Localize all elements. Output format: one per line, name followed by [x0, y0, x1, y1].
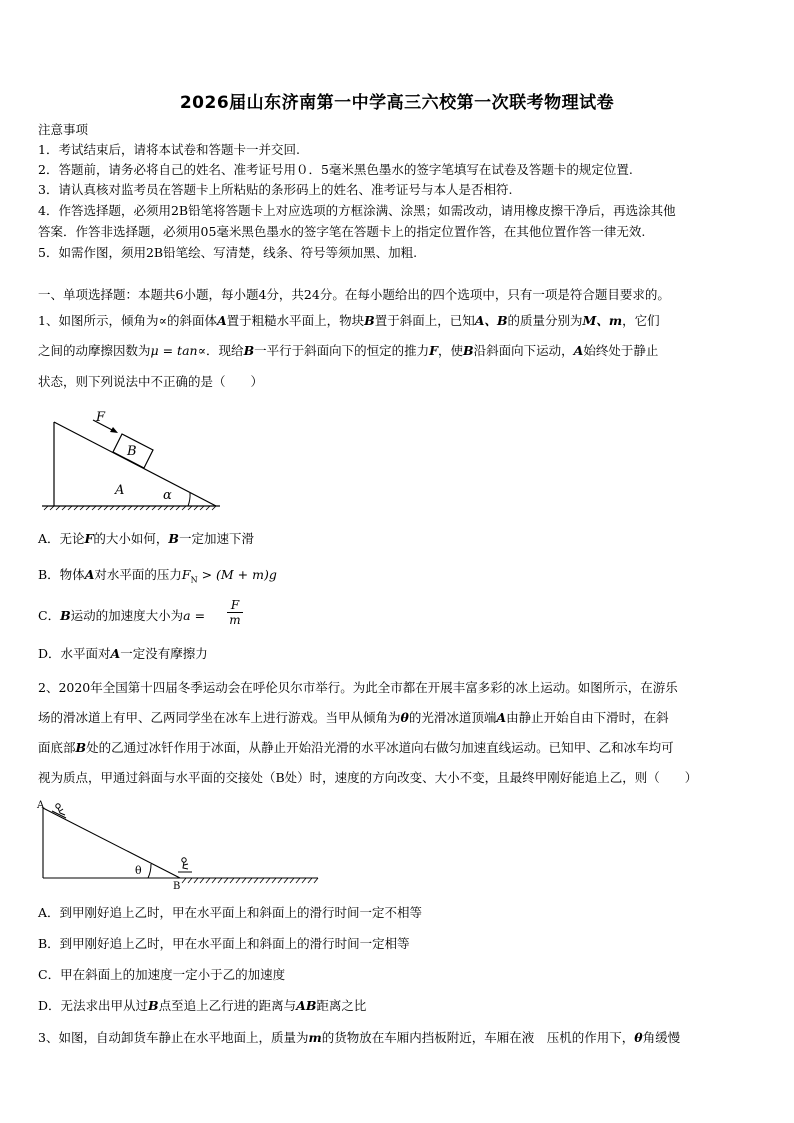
notice-item: 4．作答选择题，必须用2B铅笔将答题卡上对应选项的方框涂满、涂黑；如需改动，请用橡皮擦干净后，再选涂其他	[38, 203, 676, 218]
var-AB: A、B	[474, 313, 508, 328]
q2-stem-line1: 2、2020年全国第十四届冬季运动会在呼伦贝尔市举行。为此全市都在开展丰富多彩的冰上运动。如图所示，在游乐	[38, 680, 678, 695]
notice-item: 2．答题前，请务必将自己的姓名、准考证号用０．5毫米黑色墨水的签字笔填写在试卷及答题卡的规定位置.	[38, 162, 633, 177]
notice-heading: 注意事项	[38, 122, 89, 137]
angle-arc	[188, 493, 190, 506]
text: 一定加速下滑	[179, 531, 255, 546]
text: 沿斜面向下运动，	[473, 343, 574, 358]
var-A: A	[84, 567, 95, 582]
theta-symbol: θ	[634, 1030, 643, 1045]
slope-line	[43, 808, 180, 878]
theta-symbol: θ	[400, 710, 409, 725]
notice-item: 答案．作答非选择题，必须用05毫米黑色墨水的签字笔在答题卡上的指定位置作答，在其他位置作答一律无效.	[38, 224, 646, 239]
sled-person-yi-icon	[178, 858, 192, 872]
text: D．无法求出甲从过	[38, 998, 149, 1013]
text: 之间的动摩擦因数为	[38, 343, 151, 358]
text: 的大小如何，	[93, 531, 169, 546]
text: 的光滑冰道顶端	[408, 710, 497, 725]
var-F: F	[84, 531, 94, 546]
q1-option-D	[38, 646, 758, 662]
friction-formula: μ = tan∝	[150, 343, 207, 358]
text: ．现给	[206, 343, 244, 358]
text: 处的乙通过冰钎作用于冰面，从静止开始沿光滑的水平冰道向右做匀加速直线运动。已知甲、乙和冰车均可	[86, 740, 674, 755]
section-heading: 一、单项选择题：本题共6小题，每小题4分，共24分。在每小题给出的四个选项中，只有一项是符合题目要求的。	[38, 287, 670, 302]
fraction	[227, 598, 243, 627]
text: 置于斜面上，已知	[374, 313, 475, 328]
text: 场的滑冰道上有甲、乙两同学坐在冰车上进行游戏。当甲从倾角为	[38, 710, 401, 725]
text: 的货物放在车厢内挡板附近，车厢在液 压机的作用下，	[321, 1030, 635, 1045]
ground-hatch	[44, 506, 216, 510]
q1-stem-line1	[38, 313, 758, 329]
q1-stem-line2	[38, 343, 758, 359]
text: 3、如图，自动卸货车静止在水平地面上，质量为	[38, 1030, 309, 1045]
label-A: A	[37, 800, 45, 811]
alpha-symbol: ∝	[158, 313, 167, 328]
q1-option-A	[38, 531, 758, 547]
text: 始终处于静止	[583, 343, 659, 358]
q2-option-B: B．到甲刚好追上乙时，甲在水平面上和斜面上的滑行时间一定相等	[38, 936, 410, 951]
notice-item: 1．考试结束后，请将本试卷和答题卡一并交回.	[38, 142, 300, 157]
var-A: A	[216, 313, 227, 328]
q2-option-C: C．甲在斜面上的加速度一定小于乙的加速度	[38, 967, 286, 982]
var-B: B	[75, 740, 87, 755]
notice-item: 3．请认真核对监考员在答题卡上所粘贴的条形码上的姓名、准考证号与本人是否相符.	[38, 182, 513, 197]
text: 对水平面的压力	[94, 567, 182, 582]
var-AB: AB	[296, 998, 317, 1013]
text: 由静止开始自由下滑时，在斜	[506, 710, 669, 725]
label-theta: θ	[135, 864, 142, 877]
var-B: B	[148, 998, 159, 1013]
var-A: A	[110, 646, 121, 661]
text: 点至追上乙行进的距离与	[158, 998, 297, 1013]
var-m: m	[308, 1030, 322, 1045]
notice-item: 5．如需作图，须用2B铅笔绘、写清楚，线条、符号等须加黑、加粗.	[38, 245, 418, 260]
text: A．无论	[38, 531, 85, 546]
var-B: B	[243, 343, 255, 358]
var-B: B	[463, 343, 474, 358]
q2-stem-line4: 视为质点，甲通过斜面与水平面的交接处（B处）时，速度的方向改变、大小不变，且最终甲刚好能追上乙，则（ ）	[38, 770, 698, 785]
track-hatch	[182, 878, 318, 883]
text: 距离之比	[316, 998, 367, 1013]
label-alpha: α	[163, 488, 172, 503]
page-title: 2026届山东济南第一中学高三六校第一次联考物理试卷	[179, 93, 615, 113]
q1-stem-line3: 状态，则下列说法中不正确的是（ ）	[38, 374, 264, 389]
text: 1、如图所示，倾角为	[38, 313, 159, 328]
text: 一平行于斜面向下的恒定的推力	[254, 343, 430, 358]
numerator: F	[230, 598, 240, 612]
q2-stem-line2	[38, 710, 758, 726]
var-A: A	[573, 343, 584, 358]
formula-a: a =	[183, 608, 206, 623]
var-B: B	[364, 313, 375, 328]
var-F: F	[181, 567, 191, 582]
q2-stem-line3	[38, 740, 758, 756]
formula: > (M + m)g	[197, 567, 277, 582]
var-B: B	[60, 608, 71, 623]
subscript-N: N	[190, 575, 198, 585]
text: 置于粗糙水平面上，物块	[226, 313, 365, 328]
q1-incline-figure	[38, 408, 228, 514]
text: 角缓慢	[642, 1030, 681, 1045]
q1-option-B	[38, 567, 758, 589]
var-A: A	[496, 710, 507, 725]
text: ，使	[438, 343, 464, 358]
text: ，它们	[622, 313, 660, 328]
label-B: B	[127, 444, 137, 459]
label-B: B	[173, 881, 181, 890]
text: 的质量分别为	[507, 313, 583, 328]
q2-slide-figure	[36, 794, 326, 890]
text: 面底部	[38, 740, 76, 755]
label-A: A	[115, 483, 125, 498]
text: 一定没有摩擦力	[120, 646, 208, 661]
text: D．水平面对	[38, 646, 111, 661]
q2-option-D	[38, 998, 758, 1014]
var-F: F	[429, 343, 439, 358]
q1-option-C	[38, 608, 758, 624]
var-Mm: M、m	[582, 313, 623, 328]
text: 的斜面体	[166, 313, 217, 328]
q3-stem-line1	[38, 1030, 758, 1046]
label-F: F	[96, 410, 106, 425]
theta-arc	[148, 864, 151, 878]
text: C．	[38, 608, 61, 623]
q2-option-A: A．到甲刚好追上乙时，甲在水平面上和斜面上的滑行时间一定不相等	[38, 905, 423, 920]
var-B: B	[168, 531, 179, 546]
text: B．物体	[38, 567, 85, 582]
denominator: m	[227, 612, 243, 627]
text: 运动的加速度大小为	[70, 608, 184, 623]
